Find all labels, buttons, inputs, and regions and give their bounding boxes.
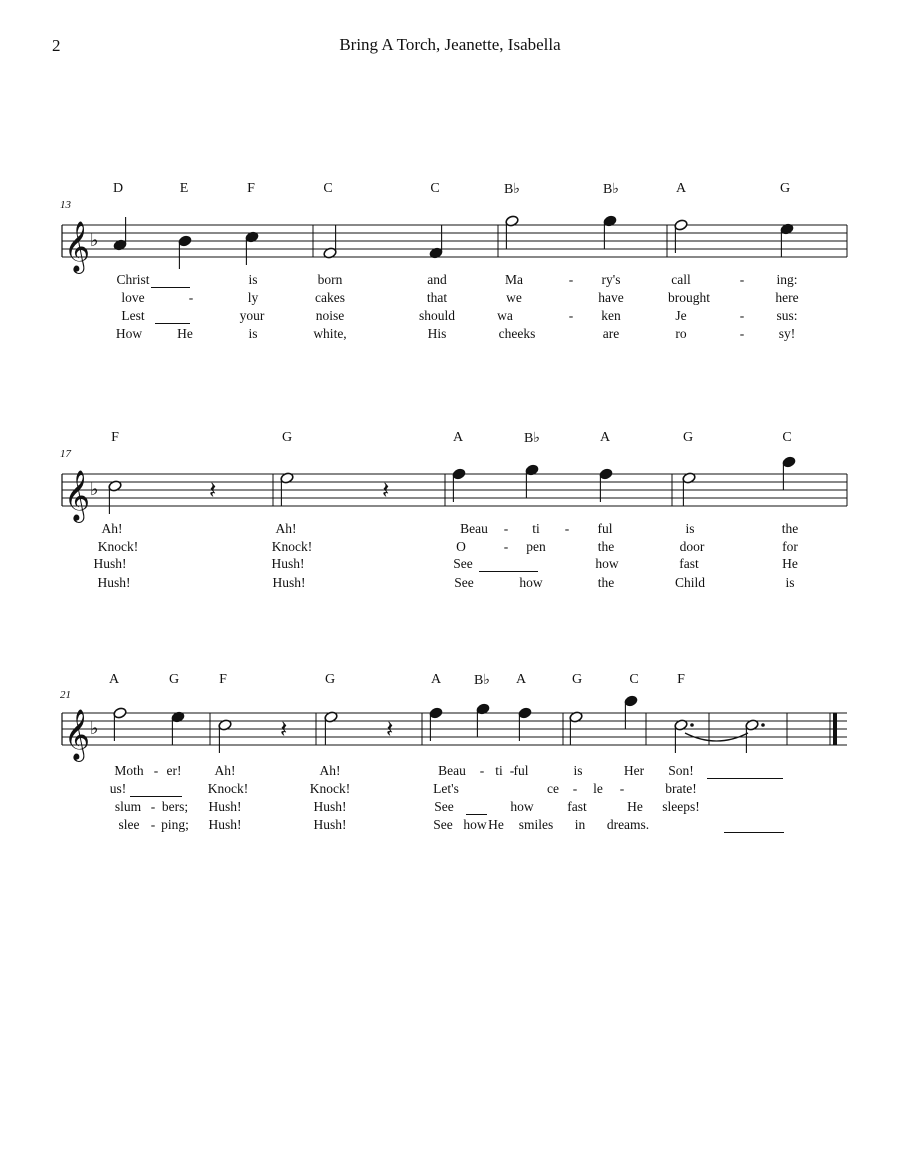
note [674, 219, 688, 253]
note [113, 217, 127, 251]
note [429, 225, 443, 259]
key-signature-flat-icon: ♭ [90, 718, 99, 739]
measure-number: 21 [60, 689, 71, 701]
lyric-syllable: He [627, 799, 643, 814]
lyric-syllable: ly [247, 290, 259, 305]
note [780, 223, 794, 257]
lyric-syllable: Hush! [271, 556, 305, 571]
note [518, 707, 532, 741]
chord-symbol: F [677, 672, 685, 687]
lyric-syllable: have [598, 290, 624, 305]
lyric-syllable: See [434, 799, 454, 814]
chord-symbol: E [179, 181, 189, 196]
note [569, 711, 583, 745]
lyric-syllable: ro [675, 326, 687, 341]
chord-symbol: C [782, 430, 792, 445]
chord-symbol: A [452, 430, 464, 445]
lyric-syllable: brate! [665, 781, 697, 796]
lyric-syllable: cheeks [498, 326, 536, 341]
lyric-syllable: white, [313, 326, 347, 341]
note [218, 719, 232, 753]
lyric-syllable: your [239, 308, 265, 323]
melisma-line [130, 796, 182, 797]
key-signature-flat-icon: ♭ [90, 230, 99, 251]
lyric-syllable: call [671, 272, 691, 287]
lyric-syllable: the [597, 539, 615, 554]
lyric-syllable: ry's [601, 272, 621, 287]
chord-symbol: C [430, 181, 440, 196]
lyric-syllable: sleeps! [662, 799, 700, 814]
lyric-syllable: He [782, 556, 798, 571]
lyric-syllable: that [426, 290, 448, 305]
lyric-syllable: Ma [505, 272, 523, 287]
lyric-syllable: Hush! [272, 575, 306, 590]
lyric-syllable: is [248, 272, 258, 287]
lyric-syllable: - [479, 763, 485, 778]
lyric-syllable: - [509, 763, 515, 778]
chord-symbol: B♭ [504, 182, 520, 197]
melisma-line [479, 571, 538, 572]
note [280, 472, 294, 506]
chord-symbol: B♭ [474, 673, 490, 688]
lyric-syllable: ken [601, 308, 621, 323]
lyric-syllable: we [506, 290, 522, 305]
lyric-syllable: - [150, 799, 156, 814]
lyric-syllable: love [121, 290, 145, 305]
dot [690, 723, 694, 727]
lyric-syllable: Her [623, 763, 645, 778]
note [113, 707, 127, 741]
lyric-syllable: Knock! [309, 781, 351, 796]
chord-symbol: A [599, 430, 611, 445]
measure-number: 13 [60, 199, 71, 211]
lyric-syllable: Child [674, 575, 706, 590]
lyric-syllable: slee [118, 817, 140, 832]
lyric-syllable: bers; [161, 799, 189, 814]
note [178, 235, 192, 269]
lyric-syllable: born [317, 272, 343, 287]
lyric-syllable: ping; [161, 817, 189, 832]
final-barline [833, 713, 837, 745]
note [525, 464, 539, 498]
page-number: 2 [52, 36, 61, 55]
lyric-syllable: ful [513, 763, 529, 778]
lyric-syllable: smiles [518, 817, 554, 832]
note [603, 215, 617, 249]
lyric-syllable: Beau [460, 521, 488, 536]
lyric-syllable: is [573, 763, 583, 778]
lyric-syllable: Knock! [207, 781, 249, 796]
lyric-syllable: is [685, 521, 695, 536]
lyric-syllable: er! [166, 763, 182, 778]
treble-clef-icon: 𝄞 [64, 221, 91, 272]
quarter-rest-icon: 𝄽 [209, 476, 217, 504]
lyric-syllable: fast [567, 799, 587, 814]
note [782, 456, 796, 490]
quarter-rest-icon: 𝄽 [280, 715, 288, 743]
lyric-syllable: is [785, 575, 795, 590]
lyric-syllable: See [454, 575, 474, 590]
note [171, 711, 185, 745]
note [745, 719, 765, 753]
lyric-syllable: ce [547, 781, 559, 796]
chord-symbol: G [571, 672, 583, 687]
lyric-syllable: Beau [438, 763, 466, 778]
lyric-syllable: Ah! [101, 521, 123, 536]
lyric-syllable: - [153, 763, 159, 778]
lyric-syllable: Ah! [214, 763, 236, 778]
note [108, 480, 122, 514]
page-title: Bring A Torch, Jeanette, Isabella [339, 35, 561, 54]
chord-symbol: A [515, 672, 527, 687]
lyric-syllable: - [503, 539, 509, 554]
note [599, 468, 613, 502]
lyric-syllable: Lest [121, 308, 145, 323]
chord-symbol: A [675, 181, 687, 196]
lyric-syllable: Ah! [275, 521, 297, 536]
chord-symbol: G [281, 430, 293, 445]
chord-symbol: C [323, 181, 333, 196]
lyric-syllable: He [488, 817, 504, 832]
lyric-syllable: is [248, 326, 258, 341]
lyric-syllable: - [503, 521, 509, 536]
lyric-syllable: fast [679, 556, 699, 571]
chord-symbol: G [168, 672, 180, 687]
lyric-syllable: ti [495, 763, 503, 778]
lyric-syllable: - [572, 781, 578, 796]
staff [0, 444, 900, 534]
lyric-syllable: door [679, 539, 705, 554]
lyric-syllable: Hush! [313, 817, 347, 832]
lyric-syllable: His [427, 326, 447, 341]
lyric-syllable: slum [114, 799, 142, 814]
note [682, 472, 696, 506]
lyric-syllable: - [739, 272, 745, 287]
lyric-syllable: ti [532, 521, 540, 536]
lyric-syllable: and [427, 272, 447, 287]
lyric-syllable: here [775, 290, 799, 305]
chord-symbol: A [430, 672, 442, 687]
lyric-syllable: - [188, 290, 194, 305]
melisma-line [707, 778, 783, 779]
lyric-syllable: - [564, 521, 570, 536]
note [505, 215, 519, 249]
quarter-rest-icon: 𝄽 [382, 476, 390, 504]
lyric-syllable: - [568, 308, 574, 323]
lyric-syllable: Hush! [93, 556, 127, 571]
lyric-syllable: - [739, 308, 745, 323]
lyric-syllable: - [619, 781, 625, 796]
measure-number: 17 [60, 448, 71, 460]
melisma-line [151, 287, 190, 288]
lyric-syllable: wa [497, 308, 513, 323]
staff [0, 683, 900, 773]
lyric-syllable: Je [675, 308, 687, 323]
lyric-syllable: pen [526, 539, 546, 554]
lyric-syllable: in [574, 817, 586, 832]
treble-clef-icon: 𝄞 [64, 709, 91, 760]
lyric-syllable: dreams. [606, 817, 650, 832]
chord-symbol: B♭ [603, 182, 619, 197]
lyric-syllable: Let's [433, 781, 459, 796]
lyric-syllable: for [782, 539, 798, 554]
lyric-syllable: Hush! [97, 575, 131, 590]
lyric-syllable: le [593, 781, 603, 796]
lyric-syllable: O [456, 539, 466, 554]
lyric-syllable: cakes [315, 290, 345, 305]
lyric-syllable: Christ [116, 272, 150, 287]
lyric-syllable: Son! [668, 763, 694, 778]
melisma-line [155, 323, 190, 324]
lyric-syllable: the [781, 521, 799, 536]
chord-symbol: G [324, 672, 336, 687]
lyric-syllable: sy! [778, 326, 796, 341]
lyric-syllable: ing: [776, 272, 798, 287]
melisma-line [466, 814, 487, 815]
lyric-syllable: how [595, 556, 619, 571]
lyric-syllable: ful [597, 521, 613, 536]
chord-symbol: F [219, 672, 227, 687]
lyric-syllable: Ah! [319, 763, 341, 778]
melisma-line [724, 832, 784, 833]
note [624, 695, 638, 729]
chord-symbol: A [108, 672, 120, 687]
chord-symbol: F [247, 181, 255, 196]
lyric-syllable: - [568, 272, 574, 287]
lyric-syllable: are [602, 326, 620, 341]
lyric-syllable: the [597, 575, 615, 590]
lyric-syllable: See [433, 817, 453, 832]
lyric-syllable: How [115, 326, 143, 341]
lyric-syllable: Hush! [313, 799, 347, 814]
lyric-syllable: Knock! [271, 539, 313, 554]
quarter-rest-icon: 𝄽 [386, 715, 394, 743]
note [452, 468, 466, 502]
chord-symbol: F [111, 430, 119, 445]
chord-symbol: D [112, 181, 124, 196]
chord-symbol: G [682, 430, 694, 445]
lyric-syllable: Hush! [208, 817, 242, 832]
key-signature-flat-icon: ♭ [90, 479, 99, 500]
note [429, 707, 443, 741]
note [323, 225, 337, 259]
lyric-syllable: us! [109, 781, 127, 796]
lyric-syllable: how [519, 575, 543, 590]
note [476, 703, 490, 737]
chord-symbol: B♭ [524, 431, 540, 446]
lyric-syllable: Knock! [97, 539, 139, 554]
lyric-syllable: brought [668, 290, 710, 305]
lyric-syllable: how [510, 799, 534, 814]
staff [0, 195, 900, 285]
lyric-syllable: noise [315, 308, 345, 323]
lyric-syllable: He [177, 326, 193, 341]
lyric-syllable: how [463, 817, 487, 832]
chord-symbol: C [629, 672, 639, 687]
lyric-syllable: should [418, 308, 456, 323]
lyric-syllable: Moth [114, 763, 144, 778]
chord-symbol: G [779, 181, 791, 196]
note [324, 711, 338, 745]
lyric-syllable: - [739, 326, 745, 341]
lyric-syllable: - [150, 817, 156, 832]
lyric-syllable: sus: [776, 308, 798, 323]
lyric-syllable: Hush! [208, 799, 242, 814]
lyric-syllable: See [453, 556, 473, 571]
note [245, 231, 259, 265]
dot [761, 723, 765, 727]
treble-clef-icon: 𝄞 [64, 470, 91, 521]
